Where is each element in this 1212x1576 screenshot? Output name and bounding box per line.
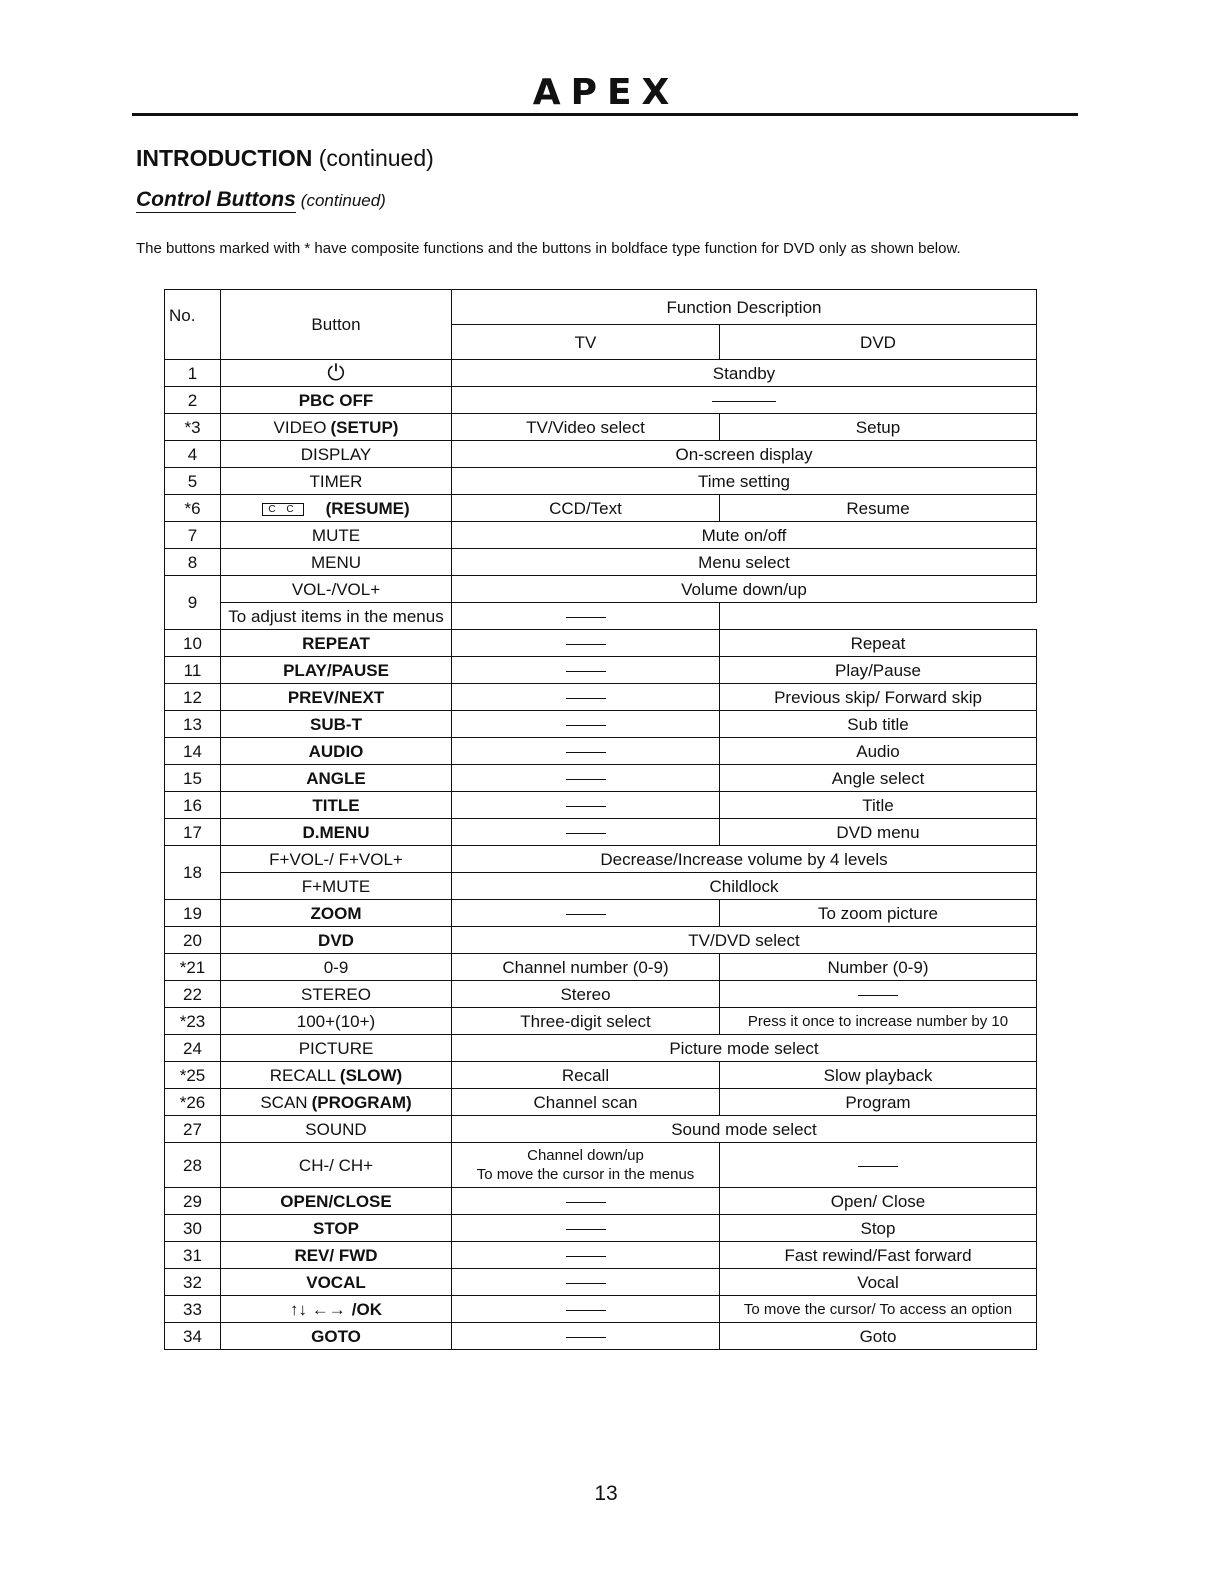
button-label: VOCAL bbox=[306, 1272, 366, 1292]
dash-mark bbox=[566, 1202, 606, 1203]
button-dvd-label: (RESUME) bbox=[325, 498, 410, 518]
button-label: PICTURE bbox=[298, 1038, 374, 1058]
function-tv bbox=[452, 1143, 720, 1188]
button-name bbox=[221, 1116, 452, 1143]
dash-mark bbox=[566, 698, 606, 699]
function-both: Mute on/off bbox=[452, 522, 1037, 549]
button-name bbox=[221, 495, 452, 522]
button-name bbox=[221, 765, 452, 792]
function-tv-line1: Channel down/up bbox=[527, 1147, 644, 1164]
function-tv-line2: To move the cursor in the menus bbox=[476, 1166, 695, 1183]
button-name bbox=[221, 1089, 452, 1116]
table-row bbox=[165, 1143, 1037, 1188]
button-label: ZOOM bbox=[310, 903, 362, 923]
table-row bbox=[165, 1089, 1037, 1116]
header-tv: TV bbox=[452, 325, 720, 360]
row-number: *23 bbox=[165, 1008, 221, 1035]
button-dvd-label: (SLOW) bbox=[339, 1065, 403, 1085]
function-dvd bbox=[720, 981, 1037, 1008]
function-dvd: Sub title bbox=[720, 711, 1037, 738]
row-number: 1 bbox=[165, 360, 221, 387]
button-name bbox=[221, 1323, 452, 1350]
table-row bbox=[165, 1269, 1037, 1296]
function-tv bbox=[452, 1215, 720, 1242]
section-title-suffix: (continued) bbox=[318, 145, 434, 171]
function-dvd: Setup bbox=[720, 414, 1037, 441]
table-row bbox=[165, 1035, 1037, 1062]
dash-mark bbox=[566, 914, 606, 915]
button-label: OPEN/CLOSE bbox=[280, 1191, 392, 1211]
row-number: 13 bbox=[165, 711, 221, 738]
row-number: 28 bbox=[165, 1143, 221, 1188]
function-tv: Channel scan bbox=[452, 1089, 720, 1116]
button-name bbox=[221, 1143, 452, 1188]
function-dvd: To move the cursor/ To access an option bbox=[720, 1296, 1037, 1323]
row-number: 5 bbox=[165, 468, 221, 495]
button-label: MENU bbox=[310, 552, 362, 572]
dash-mark bbox=[858, 1166, 898, 1167]
table-row bbox=[165, 792, 1037, 819]
table-row bbox=[165, 576, 1037, 603]
row-number: 30 bbox=[165, 1215, 221, 1242]
function-dvd: Number (0-9) bbox=[720, 954, 1037, 981]
dash-mark bbox=[566, 1310, 606, 1311]
button-label: TITLE bbox=[312, 795, 360, 815]
function-tv bbox=[452, 900, 720, 927]
table-row bbox=[165, 1008, 1037, 1035]
function-tv bbox=[452, 819, 720, 846]
button-label: REPEAT bbox=[302, 633, 370, 653]
table-row bbox=[165, 549, 1037, 576]
function-tv bbox=[452, 1188, 720, 1215]
function-both: TV/DVD select bbox=[452, 927, 1037, 954]
button-name bbox=[221, 360, 452, 387]
button-name bbox=[221, 1242, 452, 1269]
function-tv: Recall bbox=[452, 1062, 720, 1089]
button-name bbox=[221, 1035, 452, 1062]
button-name bbox=[221, 954, 452, 981]
table-row bbox=[165, 1215, 1037, 1242]
button-name bbox=[221, 630, 452, 657]
function-both bbox=[452, 387, 1037, 414]
button-label: SUB-T bbox=[310, 714, 362, 734]
button-name bbox=[221, 927, 452, 954]
table-row bbox=[165, 1116, 1037, 1143]
function-dvd: Title bbox=[720, 792, 1037, 819]
function-dvd: Press it once to increase number by 10 bbox=[720, 1008, 1037, 1035]
dash-mark bbox=[566, 752, 606, 753]
button-name bbox=[221, 738, 452, 765]
button-label: ANGLE bbox=[306, 768, 366, 788]
function-tv: TV/Video select bbox=[452, 414, 720, 441]
intro-text: The buttons marked with * have composite functions and the buttons in boldface type function for DVD only as shown below. bbox=[136, 240, 961, 257]
control-buttons-table bbox=[164, 289, 1037, 1350]
button-name bbox=[221, 981, 452, 1008]
button-name bbox=[221, 522, 452, 549]
button-dvd-label: (PROGRAM) bbox=[311, 1092, 412, 1112]
row-number: 9 bbox=[165, 576, 221, 630]
subsection-title: Control Buttons bbox=[136, 188, 296, 211]
table-row bbox=[165, 630, 1037, 657]
table-row bbox=[165, 1242, 1037, 1269]
row-number: *25 bbox=[165, 1062, 221, 1089]
row-number: 17 bbox=[165, 819, 221, 846]
function-both: Childlock bbox=[452, 873, 1037, 900]
dash-mark bbox=[566, 644, 606, 645]
page-number: 13 bbox=[594, 1482, 618, 1505]
button-name bbox=[221, 657, 452, 684]
function-both: Standby bbox=[452, 360, 1037, 387]
button-label: /OK bbox=[351, 1299, 382, 1319]
function-both: Menu select bbox=[452, 549, 1037, 576]
button-label: 0-9 bbox=[323, 957, 349, 977]
table-row bbox=[165, 657, 1037, 684]
row-number: 32 bbox=[165, 1269, 221, 1296]
function-tv: Channel number (0-9) bbox=[452, 954, 720, 981]
function-dvd: Stop bbox=[720, 1215, 1037, 1242]
button-name bbox=[221, 468, 452, 495]
row-number: 7 bbox=[165, 522, 221, 549]
section-heading bbox=[136, 145, 434, 172]
table-header-row bbox=[165, 290, 1037, 325]
table-row bbox=[165, 1323, 1037, 1350]
function-dvd: Audio bbox=[720, 738, 1037, 765]
row-number: 18 bbox=[165, 846, 221, 900]
row-number: 31 bbox=[165, 1242, 221, 1269]
dash-mark bbox=[566, 671, 606, 672]
function-both: Picture mode select bbox=[452, 1035, 1037, 1062]
row-number: 19 bbox=[165, 900, 221, 927]
function-tv bbox=[452, 1296, 720, 1323]
function-tv bbox=[452, 1323, 720, 1350]
function-dvd: Vocal bbox=[720, 1269, 1037, 1296]
dash-mark bbox=[566, 1229, 606, 1230]
function-tv: Stereo bbox=[452, 981, 720, 1008]
button-label: REV/ FWD bbox=[294, 1245, 378, 1265]
function-tv bbox=[452, 1269, 720, 1296]
function-tv: To adjust items in the menus bbox=[221, 603, 452, 630]
function-dvd: To zoom picture bbox=[720, 900, 1037, 927]
function-dvd bbox=[452, 603, 720, 630]
table-row bbox=[165, 1062, 1037, 1089]
function-tv bbox=[452, 684, 720, 711]
dash-mark bbox=[566, 779, 606, 780]
subsection-title-suffix: (continued) bbox=[300, 191, 386, 210]
row-number: 12 bbox=[165, 684, 221, 711]
button-name bbox=[221, 684, 452, 711]
row-number: 15 bbox=[165, 765, 221, 792]
button-label: TIMER bbox=[309, 471, 363, 491]
button-label: SCAN bbox=[260, 1092, 308, 1112]
function-dvd: Fast rewind/Fast forward bbox=[720, 1242, 1037, 1269]
row-number: 34 bbox=[165, 1323, 221, 1350]
function-both: Sound mode select bbox=[452, 1116, 1037, 1143]
header-rule bbox=[132, 113, 1078, 116]
function-dvd: Open/ Close bbox=[720, 1188, 1037, 1215]
function-both: Time setting bbox=[452, 468, 1037, 495]
button-name bbox=[221, 819, 452, 846]
table-row bbox=[165, 522, 1037, 549]
button-name bbox=[221, 576, 452, 603]
table-row bbox=[165, 711, 1037, 738]
function-dvd: Angle select bbox=[720, 765, 1037, 792]
header-button: Button bbox=[221, 290, 452, 360]
cc-icon: C C bbox=[262, 503, 303, 516]
row-number: *21 bbox=[165, 954, 221, 981]
table-row bbox=[165, 981, 1037, 1008]
function-dvd: Resume bbox=[720, 495, 1037, 522]
button-name bbox=[221, 549, 452, 576]
table-row bbox=[165, 819, 1037, 846]
button-label: STOP bbox=[313, 1218, 359, 1238]
button-label: AUDIO bbox=[308, 741, 364, 761]
button-label: DVD bbox=[318, 930, 354, 950]
table-row bbox=[165, 684, 1037, 711]
table-row bbox=[165, 360, 1037, 387]
button-label: STEREO bbox=[301, 984, 371, 1004]
button-name bbox=[221, 1062, 452, 1089]
dash-mark bbox=[566, 1337, 606, 1338]
table-row bbox=[165, 765, 1037, 792]
function-tv: CCD/Text bbox=[452, 495, 720, 522]
table-row bbox=[165, 441, 1037, 468]
button-label: VIDEO bbox=[273, 417, 327, 437]
row-number: 16 bbox=[165, 792, 221, 819]
function-both: Decrease/Increase volume by 4 levels bbox=[452, 846, 1037, 873]
row-number: 22 bbox=[165, 981, 221, 1008]
function-tv bbox=[452, 738, 720, 765]
header-no: No. bbox=[165, 290, 221, 360]
button-name bbox=[221, 1215, 452, 1242]
table-row bbox=[165, 495, 1037, 522]
function-tv bbox=[452, 792, 720, 819]
table-row bbox=[165, 873, 1037, 900]
function-dvd: Repeat bbox=[720, 630, 1037, 657]
row-number: 11 bbox=[165, 657, 221, 684]
table-row bbox=[165, 387, 1037, 414]
row-number: 8 bbox=[165, 549, 221, 576]
apex-logo: APEX bbox=[532, 72, 680, 113]
header-function-description: Function Description bbox=[452, 290, 1037, 325]
button-label: PREV/NEXT bbox=[287, 687, 385, 707]
row-number: 27 bbox=[165, 1116, 221, 1143]
button-label: 100+(10+) bbox=[296, 1011, 376, 1031]
table-row bbox=[165, 738, 1037, 765]
row-number: 10 bbox=[165, 630, 221, 657]
function-tv bbox=[452, 630, 720, 657]
table-row bbox=[165, 900, 1037, 927]
dash-mark bbox=[566, 1256, 606, 1257]
function-dvd: DVD menu bbox=[720, 819, 1037, 846]
function-both: Volume down/up bbox=[452, 576, 1037, 603]
button-label: VOL-/VOL+ bbox=[291, 579, 381, 599]
function-dvd: Play/Pause bbox=[720, 657, 1037, 684]
function-tv: Three-digit select bbox=[452, 1008, 720, 1035]
dash-mark bbox=[712, 401, 776, 402]
function-dvd: Previous skip/ Forward skip bbox=[720, 684, 1037, 711]
function-dvd bbox=[720, 1143, 1037, 1188]
button-name bbox=[221, 846, 452, 873]
dash-mark bbox=[566, 617, 606, 618]
subsection-heading bbox=[136, 188, 386, 212]
button-dvd-label: (SETUP) bbox=[330, 417, 399, 437]
table-row bbox=[165, 1296, 1037, 1323]
row-number: 20 bbox=[165, 927, 221, 954]
dash-mark bbox=[566, 725, 606, 726]
button-name: F+MUTE bbox=[221, 873, 452, 900]
row-number: 2 bbox=[165, 387, 221, 414]
function-dvd: Program bbox=[720, 1089, 1037, 1116]
row-number: 24 bbox=[165, 1035, 221, 1062]
button-label: MUTE bbox=[311, 525, 361, 545]
row-number: *26 bbox=[165, 1089, 221, 1116]
arrow-keys-icon: ↑↓ ←→ bbox=[290, 1299, 346, 1319]
button-name bbox=[221, 900, 452, 927]
button-name bbox=[221, 1296, 452, 1323]
row-number: *6 bbox=[165, 495, 221, 522]
button-label: SOUND bbox=[305, 1119, 367, 1139]
button-name bbox=[221, 1269, 452, 1296]
function-dvd: Goto bbox=[720, 1323, 1037, 1350]
table-row bbox=[165, 846, 1037, 873]
button-label: CH-/ CH+ bbox=[298, 1155, 374, 1175]
button-label: PLAY/PAUSE bbox=[283, 660, 389, 680]
row-number: *3 bbox=[165, 414, 221, 441]
button-label: PBC OFF bbox=[298, 390, 374, 410]
table-row bbox=[165, 603, 1037, 630]
button-label: RECALL bbox=[269, 1065, 336, 1085]
dash-mark bbox=[566, 833, 606, 834]
row-number: 33 bbox=[165, 1296, 221, 1323]
button-name bbox=[221, 387, 452, 414]
function-tv bbox=[452, 711, 720, 738]
row-number: 14 bbox=[165, 738, 221, 765]
table-row bbox=[165, 468, 1037, 495]
dash-mark bbox=[566, 1283, 606, 1284]
button-name bbox=[221, 414, 452, 441]
function-tv bbox=[452, 657, 720, 684]
table-row bbox=[165, 1188, 1037, 1215]
button-name bbox=[221, 711, 452, 738]
function-tv bbox=[452, 1242, 720, 1269]
button-label: DISPLAY bbox=[300, 444, 372, 464]
power-icon: ⏻ bbox=[327, 359, 345, 385]
button-name bbox=[221, 441, 452, 468]
function-tv bbox=[452, 765, 720, 792]
button-name bbox=[221, 1188, 452, 1215]
row-number: 29 bbox=[165, 1188, 221, 1215]
dash-mark bbox=[566, 806, 606, 807]
table-row bbox=[165, 954, 1037, 981]
header-dvd: DVD bbox=[720, 325, 1037, 360]
button-label: GOTO bbox=[311, 1326, 361, 1346]
button-name bbox=[221, 1008, 452, 1035]
dash-mark bbox=[858, 995, 898, 996]
button-label: F+VOL-/ F+VOL+ bbox=[269, 849, 403, 869]
button-name bbox=[221, 792, 452, 819]
button-label: D.MENU bbox=[302, 822, 370, 842]
table-row bbox=[165, 414, 1037, 441]
row-number: 4 bbox=[165, 441, 221, 468]
section-title: INTRODUCTION bbox=[136, 145, 313, 171]
table-row bbox=[165, 927, 1037, 954]
function-dvd: Slow playback bbox=[720, 1062, 1037, 1089]
function-both: On-screen display bbox=[452, 441, 1037, 468]
